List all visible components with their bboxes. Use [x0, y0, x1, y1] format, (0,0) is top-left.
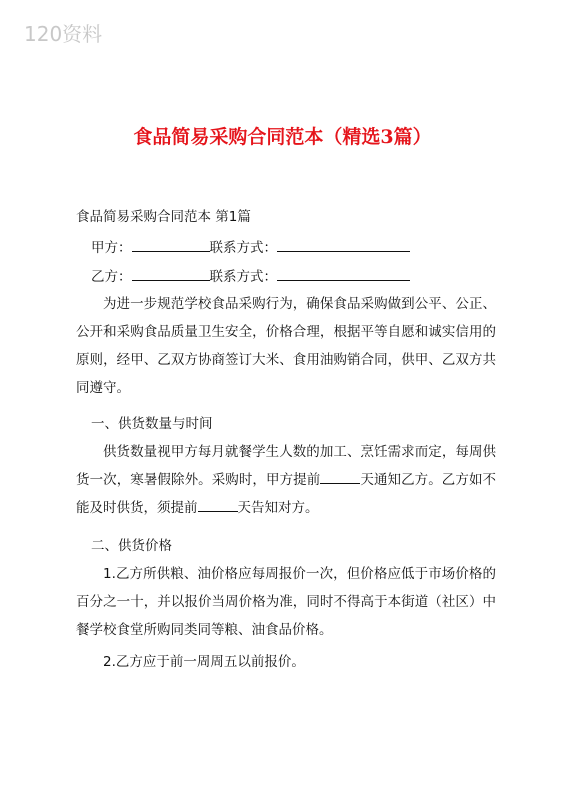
- section1-text-part3: 天告知对方。: [237, 500, 319, 516]
- party-a-blank: [132, 238, 210, 252]
- document-title: 食品简易采购合同范本（精选3篇）: [133, 126, 432, 148]
- party-b-label: 乙方：: [91, 269, 132, 285]
- section2-heading: 二、供货价格: [91, 538, 172, 554]
- section2-item1-text: 1.乙方所供粮、油价格应每周报价一次，但价格应低于市场价格的百分之一十，并以报价当周价格为准，同时不得高于本街道（社区）中餐学校食堂所购同类同等粮、油食品价格。: [76, 566, 496, 638]
- contract-subtitle: 食品简易采购合同范本 第1篇: [76, 209, 251, 225]
- party-b-contact-label: 联系方式：: [209, 269, 277, 285]
- section1-text-part1: 供货数量视甲方每月就餐学生人数的加工、烹饪需求而定，每周供货一次，寒暑假除外。采购时，甲方提前: [76, 444, 496, 488]
- section2-item1: [76, 560, 496, 644]
- intro-paragraph: [76, 290, 496, 402]
- section1-heading: 一、供货数量与时间: [91, 416, 213, 432]
- section1-paragraph: [76, 438, 496, 522]
- section1-text-part2: 天通知乙方。乙方如不能及时供货，须提前: [76, 472, 497, 516]
- party-a-label: 甲方：: [91, 240, 132, 256]
- party-b-blank: [132, 267, 210, 281]
- party-a-contact-blank: [277, 238, 410, 252]
- notice-days-blank: [320, 470, 360, 484]
- advance-days-blank: [198, 498, 238, 512]
- section2-item2: [76, 648, 496, 676]
- party-b-line: [91, 267, 511, 286]
- section2-item2-text: 2.乙方应于前一周周五以前报价。: [103, 654, 305, 670]
- party-a-contact-label: 联系方式：: [209, 240, 277, 256]
- section1-text: [76, 438, 496, 522]
- watermark: 120资料: [24, 22, 103, 46]
- party-b-contact-blank: [277, 267, 410, 281]
- intro-text: 为进一步规范学校食品采购行为，确保食品采购做到公平、公正、公开和采购食品质量卫生安全，价格合理，根据平等自愿和诚实信用的原则，经甲、乙双方协商签订大米、食用油购销合同，供甲、乙双方共同遵守。: [76, 296, 496, 396]
- party-a-line: [91, 238, 511, 257]
